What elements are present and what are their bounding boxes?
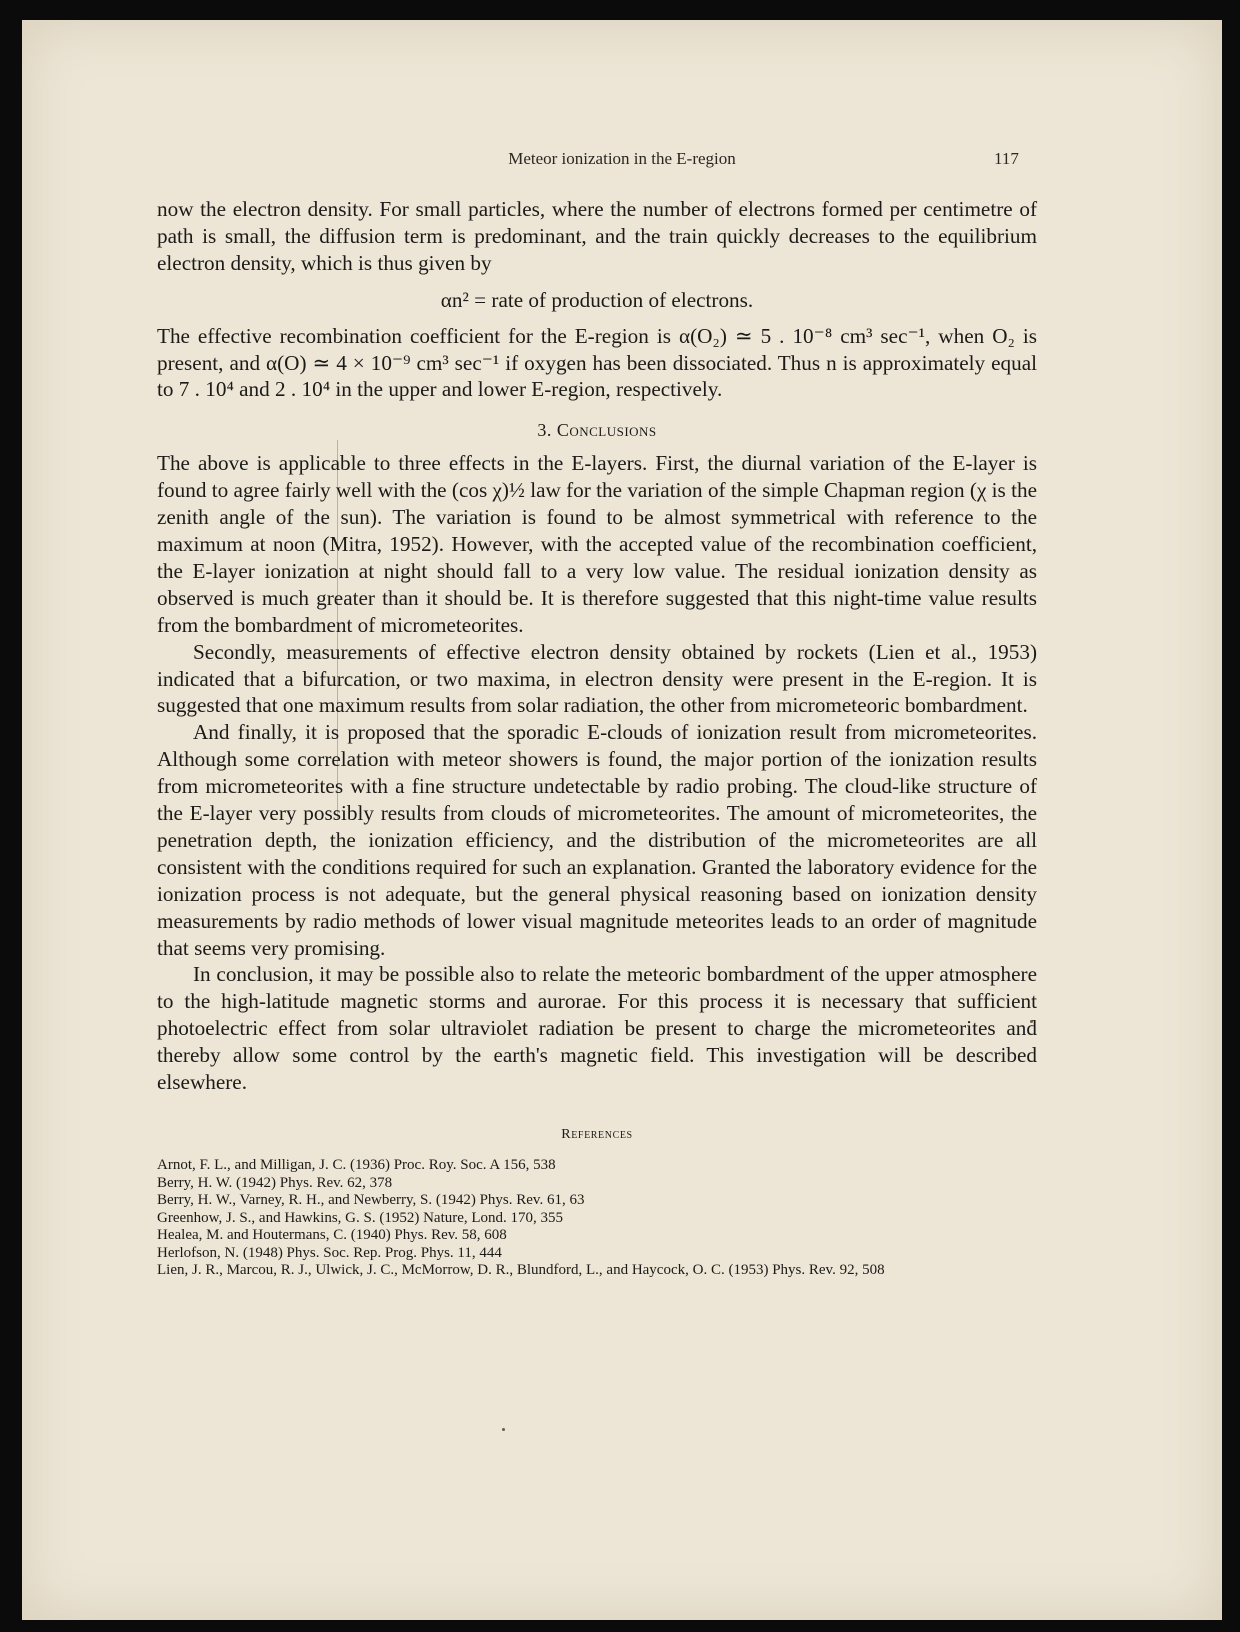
reference-item: Arnot, F. L., and Milligan, J. C. (1936) Proc. Roy. Soc. A 156, 538: [157, 1156, 556, 1173]
references-section: [157, 1122, 1037, 1280]
page-number: 117: [994, 149, 1019, 168]
page-sheet: [22, 20, 1222, 1620]
paragraph: In conclusion, it may be possible also to relate the meteoric bombardment of the upper atmosphere to the high-latitude magnetic storms and aurorae. For this process it is necessary that sufficient photoelectric effect from solar ultraviolet radiation be present to charge the micrometeorites and thereby allow some control by the earth's magnetic field. This investigation will be described elsewhere.: [157, 962, 1037, 1095]
reference-item: Greenhow, J. S., and Hawkins, G. S. (1952) Nature, Lond. 170, 355: [157, 1209, 564, 1226]
references-heading: References: [561, 1127, 633, 1142]
paragraph: Secondly, measurements of effective electron density obtained by rockets (Lien et al., 1953) indicated that a bifurcation, or two maxima, in electron density were present in the E-region. It is suggested that one maximum results from solar radiation, the other from micrometeoric bombardment.: [157, 639, 1037, 718]
reference-item: Herlofson, N. (1948) Phys. Soc. Rep. Prog. Phys. 11, 444: [157, 1244, 502, 1261]
paragraph: The above is applicable to three effects in the E-layers. First, the diurnal variation of the E-layer is found to agree fairly well with the (cos χ)½ law for the variation of the simple Chapman region (χ is the zenith angle of the sun). The variation is found to be almost symmetrical with reference to the maximum at noon (Mitra, 1952). However, with the accepted value of the recombination coefficient, the E-layer ionization at night should fall to a very low value. The residual ionization density as observed is much greater than it should be. It is therefore suggested that this night-time value results from the bombardment of micrometeorites.: [157, 451, 1037, 637]
references-list: [157, 1157, 1037, 1280]
reference-item: Berry, H. W. (1942) Phys. Rev. 62, 378: [157, 1174, 393, 1191]
paragraph: now the electron density. For small particles, where the number of electrons formed per centimetre of path is small, the diffusion term is predominant, and the train quickly decreases to the equilibrium electron density, which is thus given by: [157, 197, 1037, 275]
ink-speck: [502, 1428, 505, 1431]
page-header: [22, 149, 1222, 173]
reference-item: Berry, H. W., Varney, R. H., and Newberry, S. (1942) Phys. Rev. 61, 63: [157, 1192, 585, 1209]
reference-item: Healea, M. and Houtermans, C. (1940) Phys. Rev. 58, 608: [157, 1227, 507, 1244]
running-title: Meteor ionization in the E-region: [508, 149, 736, 168]
section-heading: 3. Conclusions: [537, 420, 657, 441]
article-body: [157, 196, 1037, 1280]
equation: αn² = rate of production of electrons.: [440, 287, 754, 312]
paragraph: And finally, it is proposed that the sporadic E-clouds of ionization result from micrometeorites. Although some correlation with meteor showers is found, the major portion of the ionization results from micrometeorites with a fine structure undetectable by radio probing. The cloud-like structure of the E-layer very possibly results from clouds of micrometeorites. The amount of micrometeorites, the penetration depth, the ionization efficiency, and the distribution of the micrometeorites are all consistent with the conditions required for such an explanation. Granted the laboratory evidence for the ionization process is not adequate, but the general physical reasoning based on ionization density measurements by radio methods of lower visual magnitude meteorites leads to an order of magnitude that seems very promising.: [157, 720, 1037, 960]
reference-item: Lien, J. R., Marcou, R. J., Ulwick, J. C., McMorrow, D. R., Blundford, L., and Haycock, O. C. (1953) Phys. Rev. 92, 508: [157, 1262, 885, 1279]
paragraph: The effective recombination coefficient for the E-region is α(O₂) ≃ 5 . 10⁻⁸ cm³ sec⁻¹, when O₂ is present, and α(O) ≃ 4 × 10⁻⁹ cm³ sec⁻¹ if oxygen has been dissociated. Thus n is approximately equal to 7 . 10⁴ and 2 . 10⁴ in the upper and lower E-region, respectively.: [157, 323, 1037, 402]
